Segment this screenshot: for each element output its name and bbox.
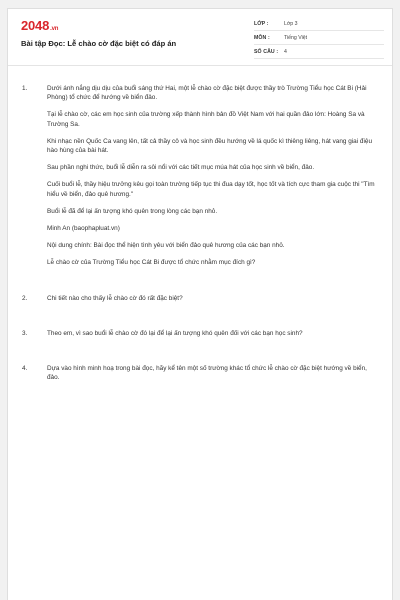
worksheet-header	[8, 9, 392, 66]
meta-value: Tiếng Việt	[284, 35, 308, 41]
question-item	[22, 294, 380, 311]
page-title: Bài tập Đọc: Lễ chào cờ đặc biệt có đáp án	[21, 39, 177, 48]
question-text: Theo em, vì sao buổi lễ chào cờ đó lại để lại ấn tượng khó quên đối với các bạn học sinh?	[47, 329, 303, 337]
meta-label: MÔN :	[254, 35, 270, 41]
logo-main: 2048	[21, 18, 50, 33]
passage-paragraph: Tại lễ chào cờ, các em học sinh của trường xếp thành hình bản đồ Việt Nam với hai quần đảo lớn: Hoàng Sa và Trường Sa.	[47, 111, 365, 128]
meta-table	[254, 18, 384, 60]
question-number: 4.	[22, 365, 28, 373]
meta-value: 4	[284, 49, 287, 55]
meta-row-subject	[254, 32, 384, 45]
question-item	[22, 329, 380, 346]
question-body	[47, 329, 380, 346]
passage-paragraph: Dưới ánh nắng dịu dịu của buổi sáng thứ Hai, một lễ chào cờ đặc biệt được thầy trò Trường Tiểu học Cát Bi (Hải Phòng) tổ chức để hướng về biển đảo.	[47, 85, 367, 102]
worksheet	[7, 8, 393, 600]
question-body	[47, 364, 380, 390]
question-text: Chi tiết nào cho thấy lễ chào cờ đó rất đặc biệt?	[47, 294, 183, 302]
passage-paragraph: Khi nhạc nền Quốc Ca vang lên, tất cả thầy cô và học sinh đều hướng về lá quốc kì thiêng liêng, hát vang giai điệu hào hùng của bài hát.	[47, 137, 373, 155]
site-logo[interactable]	[21, 18, 58, 33]
passage-paragraph: Buổi lễ đã để lại ấn tượng khó quên trong lòng các bạn nhỏ.	[47, 207, 218, 215]
question-number: 1.	[22, 85, 28, 92]
question-number: 2.	[22, 294, 28, 302]
questions-list	[22, 84, 380, 390]
meta-label: LỚP :	[254, 21, 269, 27]
meta-row-count	[254, 46, 384, 59]
question-item	[22, 84, 380, 276]
meta-row-class	[254, 18, 384, 31]
question-text: Lễ chào cờ của Trường Tiểu học Cát Bi được tổ chức nhằm mục đích gì?	[47, 259, 256, 267]
question-body	[47, 84, 380, 276]
question-item	[22, 364, 380, 390]
meta-label: SỐ CÂU :	[254, 49, 279, 55]
passage-paragraph: Cuối buổi lễ, thầy hiệu trưởng kêu gọi toàn trường tiếp tục thi đua dạy tốt, học tốt và tích cực tham gia cuộc thi "Tìm hiểu về biển, đảo quê hương."	[47, 181, 375, 198]
question-text: Dựa vào hình minh hoạ trong bài đọc, hãy kể tên một số trường khác tổ chức lễ chào cờ đặc biệt hướng về biển, đảo.	[47, 365, 367, 382]
passage-source: Minh An (baophapluat.vn)	[47, 225, 120, 233]
logo-suffix: .vn	[50, 26, 59, 32]
question-body	[47, 294, 380, 311]
question-number: 3.	[22, 329, 28, 337]
passage-summary: Nội dung chính: Bài đọc thể hiện tình yêu với biển đảo quê hương của các bạn nhỏ.	[47, 242, 285, 250]
passage-paragraph: Sau phần nghi thức, buổi lễ diễn ra sôi nổi với các tiết mục múa hát của học sinh về biển, đảo.	[47, 164, 315, 172]
meta-value: Lớp 3	[284, 21, 298, 27]
